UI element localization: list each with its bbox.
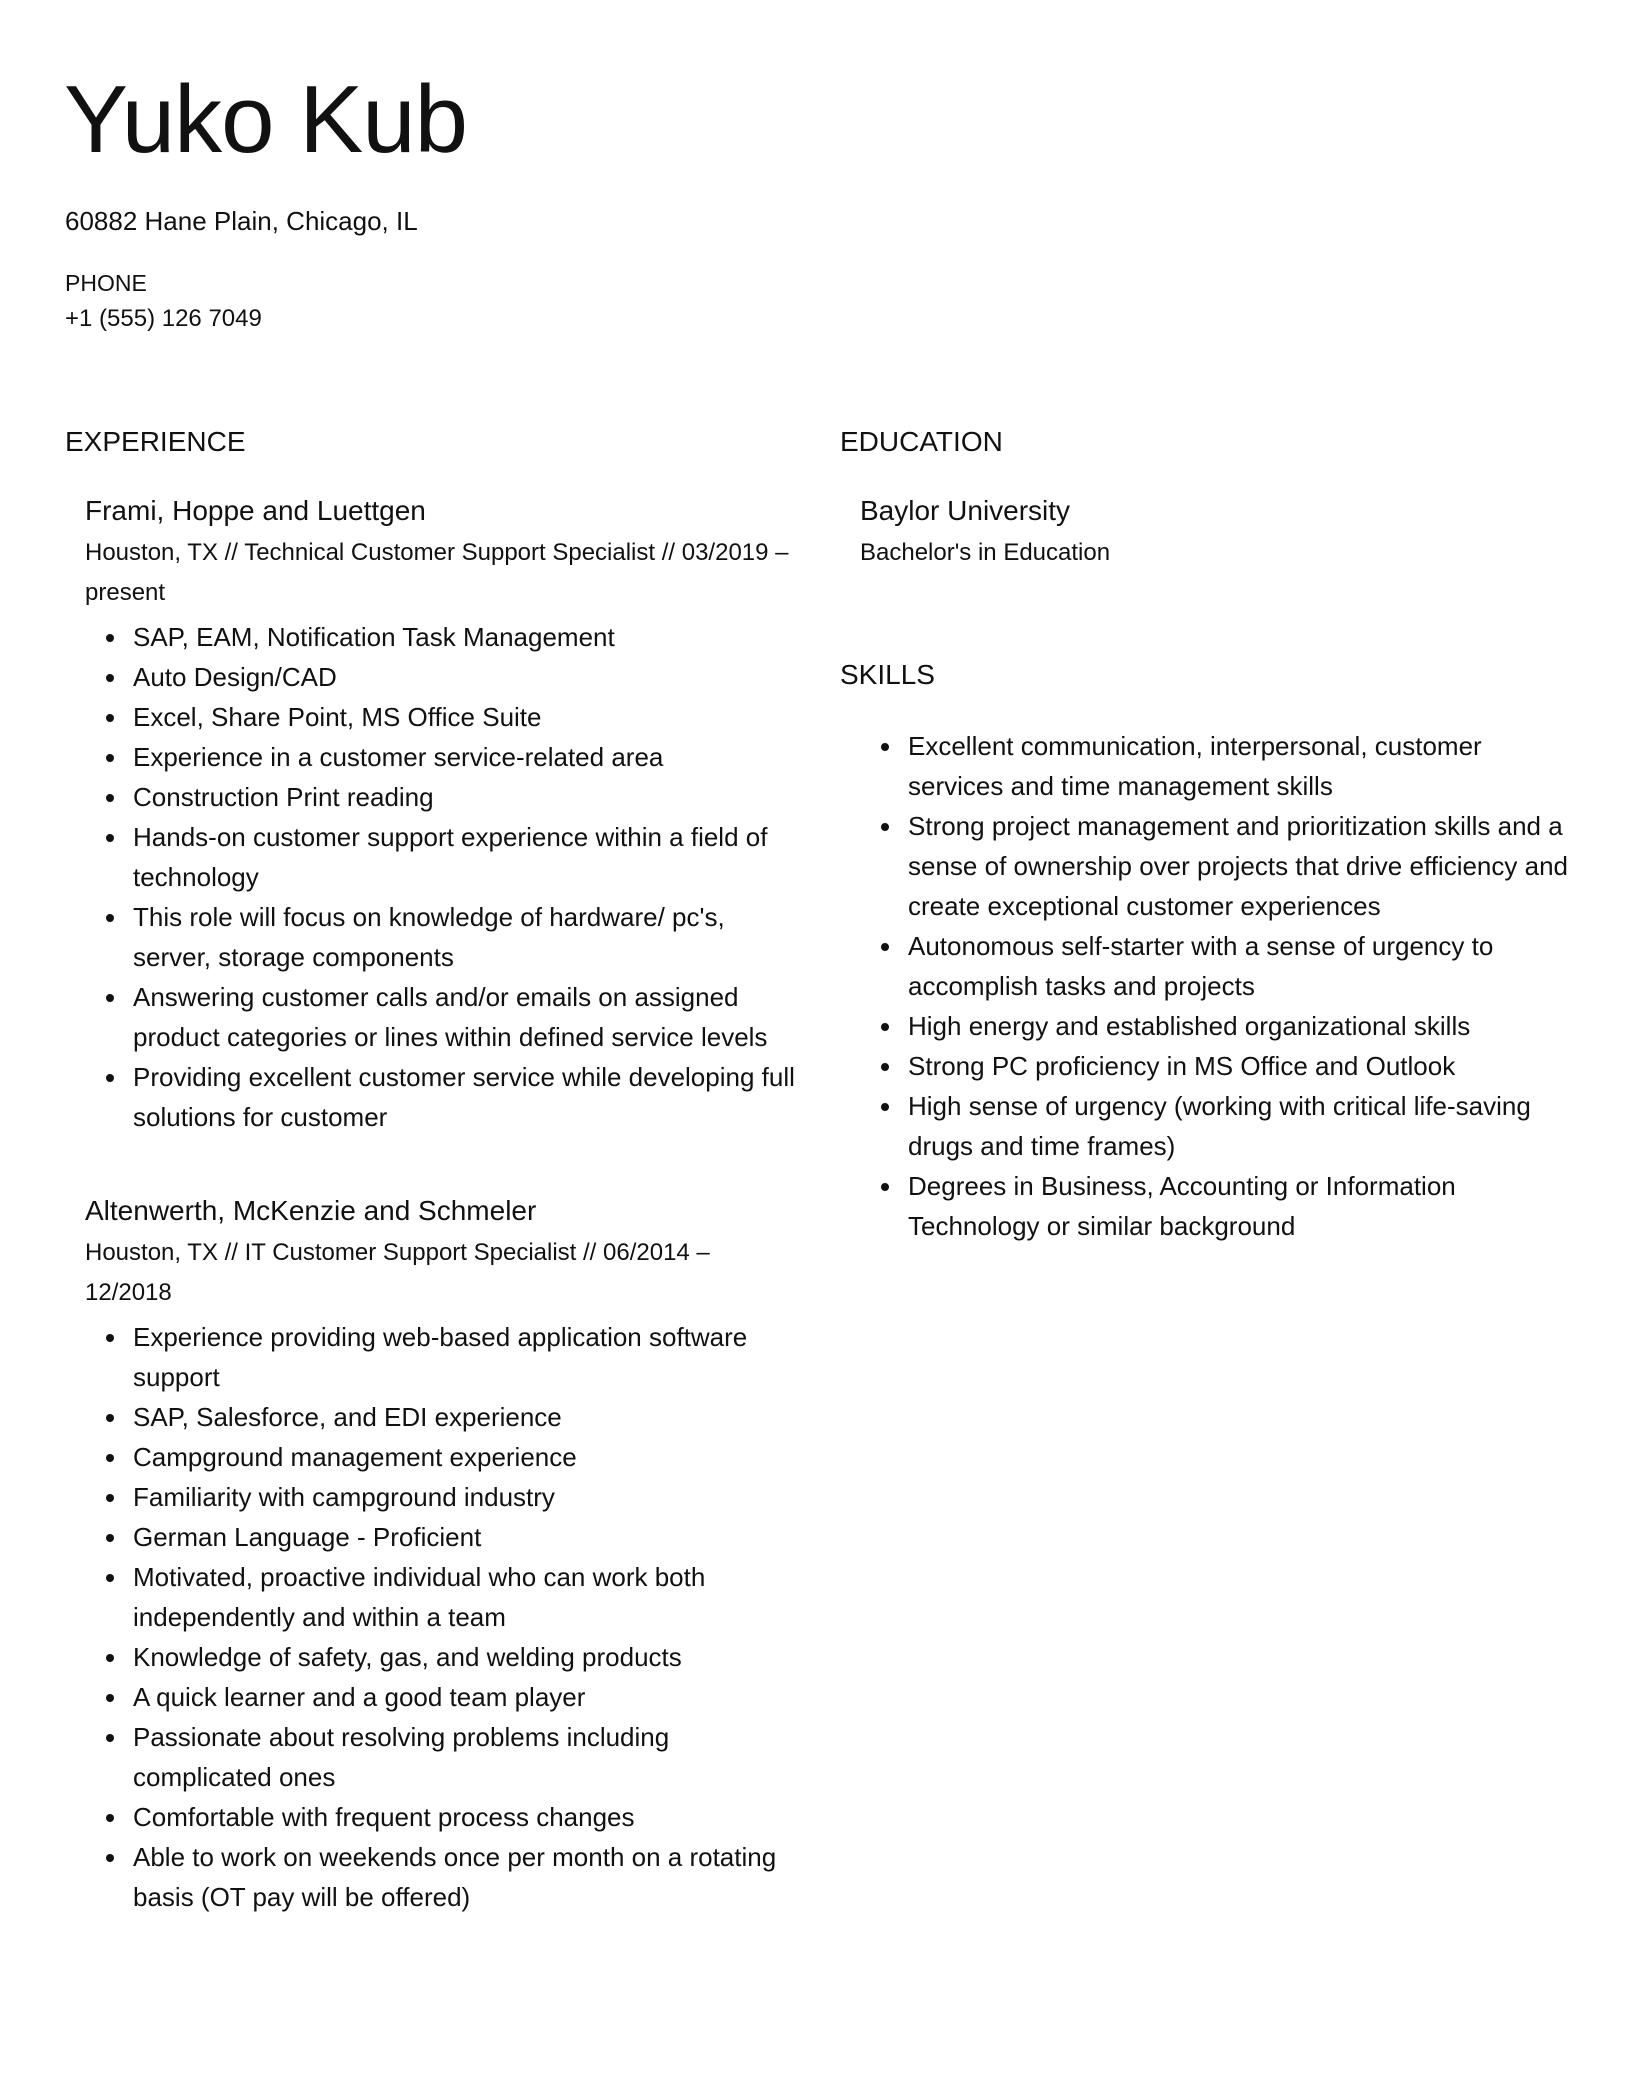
skills-heading: SKILLS [840,659,935,690]
company-name: Altenwerth, McKenzie and Schmeler [85,1195,537,1226]
job-bullet: A quick learner and a good team player [133,1677,800,1717]
job-bullet: Excel, Share Point, MS Office Suite [133,697,800,737]
job-bullet-list [85,617,800,1137]
job-meta: Houston, TX // Technical Customer Support Specialist // 03/2019 – present [85,539,789,606]
right-column [840,424,1575,1246]
experience-section [65,424,800,1917]
job-bullet: Hands-on customer support experience within a field of technology [133,817,800,897]
degree: Bachelor's in Education [860,539,1111,566]
job-bullet: Familiarity with campground industry [133,1477,800,1517]
candidate-name: Yuko Kub [64,66,467,173]
job-bullet: Construction Print reading [133,777,800,817]
skill-item: Excellent communication, interpersonal, customer services and time management skills [908,726,1575,806]
job-bullet: Experience in a customer service-related area [133,737,800,777]
skill-item: Strong project management and prioritization skills and a sense of ownership over projects that drive efficiency and create exceptional customer experiences [908,806,1575,926]
phone-label: PHONE [65,270,147,296]
job-meta: Houston, TX // IT Customer Support Specialist // 06/2014 – 12/2018 [85,1239,710,1306]
education-heading: EDUCATION [840,426,1003,457]
job-bullet: SAP, Salesforce, and EDI experience [133,1397,800,1437]
skills-list [840,726,1575,1246]
skill-item: High energy and established organizational skills [908,1006,1575,1046]
job-bullet: Comfortable with frequent process changes [133,1797,800,1837]
job-bullet: Experience providing web-based application software support [133,1317,800,1397]
education-section [840,424,1575,573]
experience-heading: EXPERIENCE [65,426,246,457]
experience-entry [65,1193,800,1917]
job-bullet: Able to work on weekends once per month on a rotating basis (OT pay will be offered) [133,1837,800,1917]
job-bullet: German Language - Proficient [133,1517,800,1557]
job-bullet: Motivated, proactive individual who can work both independently and within a team [133,1557,800,1637]
skill-item: Autonomous self-starter with a sense of urgency to accomplish tasks and projects [908,926,1575,1006]
job-bullet: Campground management experience [133,1437,800,1477]
skills-section [840,657,1575,1246]
company-name: Frami, Hoppe and Luettgen [85,495,426,526]
education-entry [840,493,1575,573]
job-bullet: Auto Design/CAD [133,657,800,697]
school-name: Baylor University [860,495,1071,526]
skill-item: Strong PC proficiency in MS Office and Outlook [908,1046,1575,1086]
skill-item: Degrees in Business, Accounting or Information Technology or similar background [908,1166,1575,1246]
address: 60882 Hane Plain, Chicago, IL [65,206,418,236]
job-bullet: Answering customer calls and/or emails on assigned product categories or lines within defined service levels [133,977,800,1057]
job-bullet-list [85,1317,800,1917]
job-bullet: Providing excellent customer service while developing full solutions for customer [133,1057,800,1137]
job-bullet: Passionate about resolving problems including complicated ones [133,1717,800,1797]
experience-entry [65,493,800,1137]
phone-number: +1 (555) 126 7049 [65,305,262,332]
skill-item: High sense of urgency (working with critical life-saving drugs and time frames) [908,1086,1575,1166]
job-bullet: Knowledge of safety, gas, and welding products [133,1637,800,1677]
job-bullet: SAP, EAM, Notification Task Management [133,617,800,657]
job-bullet: This role will focus on knowledge of hardware/ pc's, server, storage components [133,897,800,977]
